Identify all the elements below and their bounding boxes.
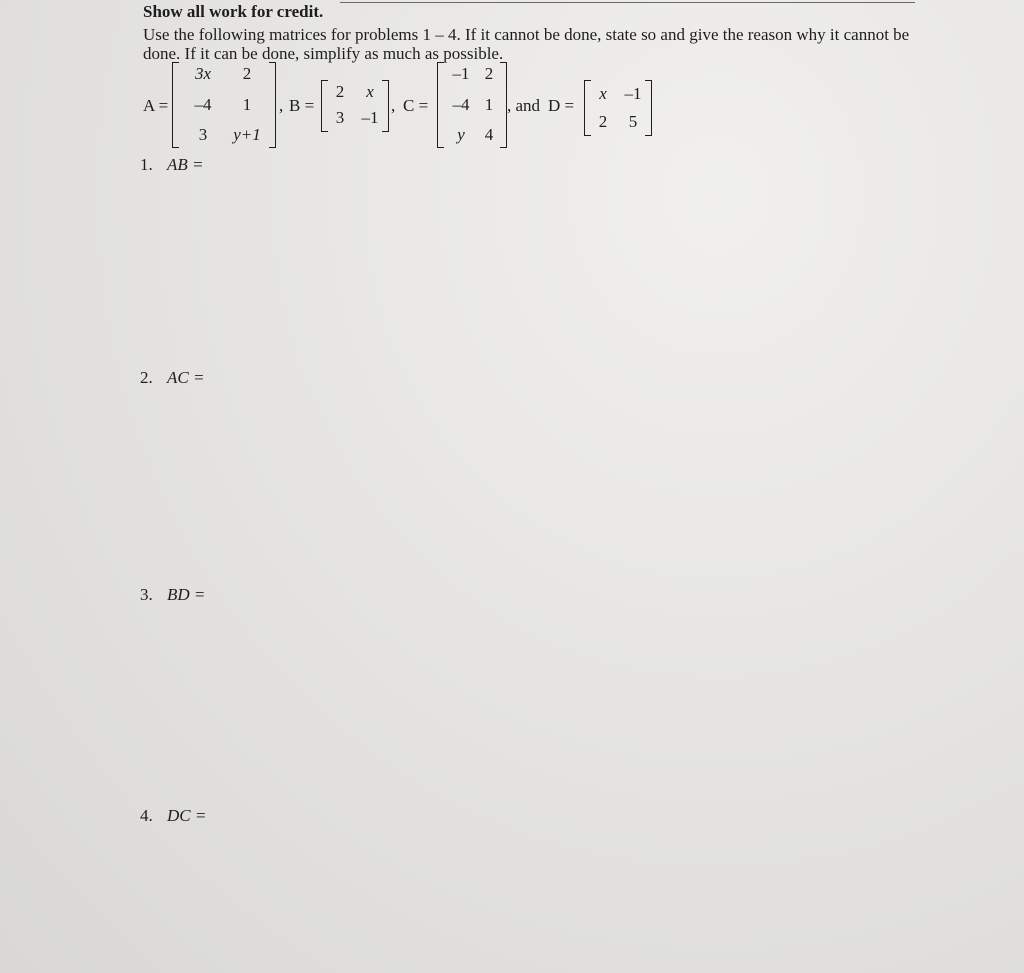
problem-1	[140, 155, 204, 175]
matrix-d	[584, 80, 652, 136]
matrix-a-left-bracket	[172, 62, 179, 148]
matrix-a-cell-2-2: 1	[242, 95, 252, 114]
matrix-a-cell-1-2: 2	[242, 64, 252, 83]
matrix-b-cell-2-1: 3	[335, 108, 345, 127]
problem-4	[140, 806, 206, 826]
problem-2-number: 2.	[140, 368, 153, 387]
matrix-b-label: B =	[289, 96, 315, 115]
matrix-c-separator: ,	[391, 96, 396, 115]
matrix-a-right-bracket	[269, 62, 276, 148]
matrix-c	[437, 62, 507, 148]
matrix-c-left-bracket	[437, 62, 444, 148]
matrix-c-cell-2-1: –4	[452, 95, 470, 114]
matrix-d-label: D =	[548, 96, 575, 115]
matrix-d-cell-1-1: x	[599, 84, 607, 103]
matrix-b-left-bracket	[321, 80, 328, 132]
problem-2-expression: AC =	[167, 368, 205, 387]
matrix-a	[172, 62, 276, 148]
instructions-text: Use the following matrices for problems 1 – 4. If it cannot be done, state so and give the reason why it cannot be done. If it can be done, simplify as much as possible.	[143, 25, 910, 63]
problem-3-expression: BD =	[167, 585, 206, 604]
matrix-c-cell-2-2: 1	[484, 95, 494, 114]
matrix-c-cell-1-2: 2	[484, 64, 494, 83]
matrix-c-cell-3-1: y	[457, 125, 465, 144]
matrix-b-cell-2-2: –1	[361, 108, 379, 127]
matrix-b-cell-1-2: x	[366, 82, 374, 101]
matrix-d-cell-2-2: 5	[628, 112, 638, 131]
problem-4-number: 4.	[140, 806, 153, 825]
problem-3	[140, 585, 205, 605]
matrix-a-cell-1-1: 3x	[194, 64, 212, 83]
matrix-c-right-bracket	[500, 62, 507, 148]
matrix-c-cell-3-2: 4	[484, 125, 494, 144]
matrix-a-cell-3-2: y+1	[233, 125, 261, 144]
matrix-a-cell-3-1: 3	[198, 125, 208, 144]
top-rule	[340, 2, 915, 3]
problem-2	[140, 368, 204, 388]
matrix-d-separator: , and	[507, 96, 541, 115]
problem-1-expression: AB =	[167, 155, 204, 174]
problem-1-number: 1.	[140, 155, 153, 174]
matrix-d-left-bracket	[584, 80, 591, 136]
problem-4-expression: DC =	[167, 806, 207, 825]
matrix-a-label: A =	[143, 96, 169, 115]
matrix-c-cell-1-1: –1	[452, 64, 470, 83]
matrix-d-cell-2-1: 2	[598, 112, 608, 131]
matrix-d-cell-1-2: –1	[624, 84, 642, 103]
worksheet-title: Show all work for credit.	[143, 2, 324, 21]
problem-3-number: 3.	[140, 585, 153, 604]
matrix-a-cell-2-1: –4	[194, 95, 212, 114]
matrix-b	[321, 80, 389, 132]
matrix-b-separator: ,	[279, 96, 284, 115]
matrix-c-label: C =	[403, 96, 429, 115]
matrix-b-cell-1-1: 2	[335, 82, 345, 101]
